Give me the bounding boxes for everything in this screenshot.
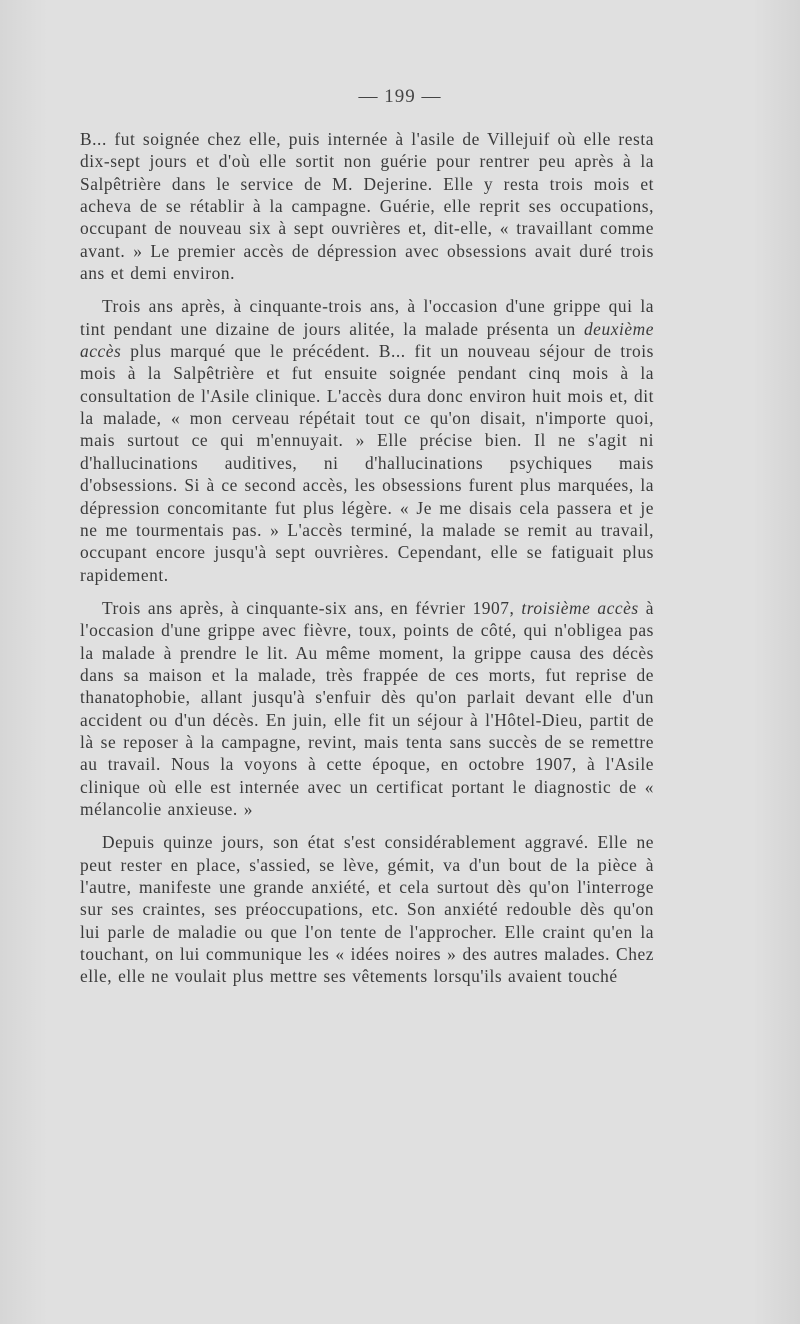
paragraph-3: [80, 597, 654, 820]
page-number: — 199 —: [358, 86, 442, 107]
paragraph-2-after: plus marqué que le précédent. B... fit un nouveau séjour de trois mois à la Salpêtrière et fut ensuite soignée pendant cinq mois à la consultation de l'Asile clinique. L'accès dura donc environ huit mois et, dit la malade, « mon cerveau répétait tout ce qu'on disait, n'importe quoi, mais surtout ce qui m'ennuyait. » Elle précise bien. Il ne s'agit ni d'hallucinations auditives, ni d'hallucinations psychiques mais d'obsessions. Si à ce second accès, les obsessions furent plus marquées, la dépression concomitante fut plus légère. « Je me disais cela passera et je ne me tourmentais pas. » L'accès terminé, la malade se remit au travail, occupant encore jusqu'à sept ouvrières. Cependant, elle se fatiguait plus rapidement.: [80, 341, 654, 585]
paragraph-4: Depuis quinze jours, son état s'est considérablement aggravé. Elle ne peut rester en place, s'assied, se lève, gémit, va d'un bout de la pièce à l'autre, manifeste une grande anxiété, et cela surtout dès qu'on l'interroge sur ses craintes, ses préoccupations, etc. Son anxiété redouble dès qu'on lui parle de maladie ou que l'on tente de l'approcher. Elle craint qu'en la touchant, on lui communique les « idées noires » des autres malades. Chez elle, elle ne voulait plus mettre ses vêtements lorsqu'ils avaient touché: [80, 832, 654, 987]
paragraph-3-after: à l'occasion d'une grippe avec fièvre, toux, points de côté, qui n'obligea pas la malade à prendre le lit. Au même moment, la grippe causa des décès dans sa maison et la malade, très frappée de ces morts, fut reprise de thanatophobie, allant jusqu'à s'enfuir dès qu'on parlait devant elle d'un accident ou d'un décès. En juin, elle fit un séjour à l'Hôtel-Dieu, partit de là se reposer à la campagne, revint, mais tenta sans succès de se remettre au travail. Nous la voyons à cette époque, en octobre 1907, à l'Asile clinique où elle est internée avec un certificat portant le diagnostic de « mélancolie anxieuse. »: [80, 597, 655, 819]
paragraph-2-emphasis: deuxième accès: [80, 318, 654, 362]
paragraph-3-before: Trois ans après, à cinquante-six ans, en février 1907,: [102, 597, 522, 618]
paragraph-3-emphasis: troisième accès: [521, 597, 639, 618]
paragraph-1: B... fut soignée chez elle, puis internée à l'asile de Villejuif où elle resta dix-sept jours et d'où elle sortit non guérie pour rentrer peu après à la Salpêtrière dans le service de M. Dejerine. Elle y resta trois mois et acheva de se rétablir à la campagne. Guérie, elle reprit ses occupations, occupant de nouveau six à sept ouvrières et, dit-elle, « travaillant comme avant. » Le premier accès de dépression avec obsessions avait duré trois ans et demi environ.: [80, 129, 654, 284]
body-text: [80, 128, 654, 999]
paragraph-2: [80, 295, 654, 585]
paragraph-2-before: Trois ans après, à cinquante-trois ans, à l'occasion d'une grippe qui la tint pendant une dizaine de jours alitée, la malade présenta un: [80, 296, 654, 339]
